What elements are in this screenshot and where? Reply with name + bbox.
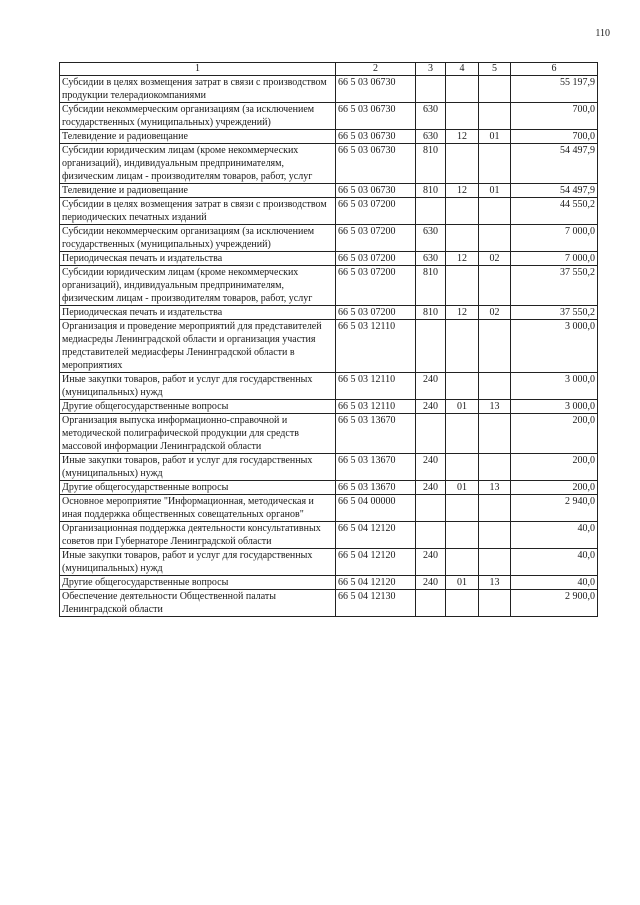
row-name-cell: Другие общегосударственные вопросы [60,400,336,414]
row-expense-type-cell: 810 [416,184,446,198]
row-expense-type-cell [416,522,446,549]
row-code-cell: 66 5 03 06730 [336,130,416,144]
row-subsection-cell [479,103,511,130]
row-amount-cell: 3 000,0 [511,400,598,414]
header-col-2: 2 [336,63,416,76]
table-row [60,590,598,617]
table-row [60,225,598,252]
row-name-cell: Субсидии в целях возмещения затрат в связи с производством периодических печатных изданий [60,198,336,225]
row-expense-type-cell: 810 [416,144,446,184]
row-section-cell [446,266,479,306]
page-number: 110 [595,28,610,39]
row-amount-cell: 40,0 [511,522,598,549]
row-amount-cell: 200,0 [511,454,598,481]
table-row [60,400,598,414]
row-expense-type-cell: 630 [416,130,446,144]
row-amount-cell: 700,0 [511,130,598,144]
row-section-cell [446,144,479,184]
table-row [60,522,598,549]
table-row [60,495,598,522]
row-section-cell [446,414,479,454]
row-section-cell: 01 [446,481,479,495]
header-col-5: 5 [479,63,511,76]
row-amount-cell: 40,0 [511,576,598,590]
row-expense-type-cell [416,590,446,617]
row-code-cell: 66 5 03 06730 [336,76,416,103]
row-code-cell: 66 5 03 13670 [336,481,416,495]
table-row [60,414,598,454]
row-amount-cell: 2 900,0 [511,590,598,617]
table-row [60,184,598,198]
row-expense-type-cell: 630 [416,225,446,252]
table-row [60,454,598,481]
row-name-cell: Субсидии юридическим лицам (кроме некоммерческих организаций), индивидуальным предпринимателям, физическим лицам - производителям товаров, работ, услуг [60,266,336,306]
row-subsection-cell [479,225,511,252]
row-subsection-cell: 13 [479,576,511,590]
row-subsection-cell: 01 [479,130,511,144]
row-amount-cell: 7 000,0 [511,225,598,252]
row-code-cell: 66 5 03 07200 [336,198,416,225]
row-expense-type-cell: 630 [416,252,446,266]
row-code-cell: 66 5 03 07200 [336,306,416,320]
row-subsection-cell [479,549,511,576]
row-name-cell: Субсидии некоммерческим организациям (за исключением государственных (муниципальных) учреждений) [60,103,336,130]
row-code-cell: 66 5 03 13670 [336,414,416,454]
row-subsection-cell [479,198,511,225]
row-code-cell: 66 5 03 13670 [336,454,416,481]
row-amount-cell: 37 550,2 [511,266,598,306]
row-subsection-cell [479,454,511,481]
row-section-cell [446,522,479,549]
row-expense-type-cell: 240 [416,373,446,400]
row-name-cell: Телевидение и радиовещание [60,130,336,144]
row-code-cell: 66 5 03 07200 [336,252,416,266]
row-amount-cell: 55 197,9 [511,76,598,103]
budget-table [59,62,598,617]
row-code-cell: 66 5 03 07200 [336,266,416,306]
row-section-cell [446,198,479,225]
row-name-cell: Субсидии некоммерческим организациям (за исключением государственных (муниципальных) учреждений) [60,225,336,252]
table-row [60,103,598,130]
row-code-cell: 66 5 03 07200 [336,225,416,252]
row-section-cell: 12 [446,130,479,144]
row-name-cell: Периодическая печать и издательства [60,306,336,320]
row-code-cell: 66 5 03 06730 [336,184,416,198]
table-row [60,252,598,266]
row-code-cell: 66 5 04 12120 [336,522,416,549]
table-row [60,549,598,576]
row-subsection-cell [479,373,511,400]
row-expense-type-cell [416,495,446,522]
table-row [60,76,598,103]
row-subsection-cell [479,320,511,373]
row-name-cell: Организация выпуска информационно-справочной и методической полиграфической продукции для средств массовой информации Ленинградской области [60,414,336,454]
row-code-cell: 66 5 03 12110 [336,320,416,373]
header-col-6: 6 [511,63,598,76]
row-amount-cell: 40,0 [511,549,598,576]
row-amount-cell: 200,0 [511,414,598,454]
row-section-cell: 12 [446,184,479,198]
row-expense-type-cell: 810 [416,266,446,306]
row-section-cell: 12 [446,252,479,266]
row-amount-cell: 37 550,2 [511,306,598,320]
table-row [60,576,598,590]
row-expense-type-cell: 240 [416,549,446,576]
table-body [60,76,598,617]
row-amount-cell: 200,0 [511,481,598,495]
row-section-cell [446,103,479,130]
row-name-cell: Организационная поддержка деятельности консультативных советов при Губернаторе Ленинградской области [60,522,336,549]
table-row [60,320,598,373]
row-section-cell [446,225,479,252]
table-row [60,481,598,495]
row-expense-type-cell: 240 [416,400,446,414]
row-code-cell: 66 5 04 12120 [336,576,416,590]
row-subsection-cell: 01 [479,184,511,198]
row-amount-cell: 54 497,9 [511,184,598,198]
row-name-cell: Иные закупки товаров, работ и услуг для государственных (муниципальных) нужд [60,549,336,576]
table-row [60,144,598,184]
row-code-cell: 66 5 03 12110 [336,400,416,414]
row-code-cell: 66 5 03 12110 [336,373,416,400]
row-section-cell: 01 [446,576,479,590]
row-section-cell [446,495,479,522]
table-row [60,266,598,306]
row-section-cell [446,549,479,576]
header-col-4: 4 [446,63,479,76]
header-col-3: 3 [416,63,446,76]
row-subsection-cell: 02 [479,252,511,266]
row-subsection-cell [479,266,511,306]
row-subsection-cell [479,590,511,617]
row-name-cell: Телевидение и радиовещание [60,184,336,198]
row-amount-cell: 7 000,0 [511,252,598,266]
row-section-cell: 12 [446,306,479,320]
row-code-cell: 66 5 04 12120 [336,549,416,576]
row-expense-type-cell [416,320,446,373]
row-subsection-cell: 02 [479,306,511,320]
row-code-cell: 66 5 03 06730 [336,103,416,130]
table-row [60,306,598,320]
row-name-cell: Иные закупки товаров, работ и услуг для государственных (муниципальных) нужд [60,454,336,481]
row-section-cell [446,320,479,373]
row-name-cell: Другие общегосударственные вопросы [60,576,336,590]
row-expense-type-cell: 240 [416,454,446,481]
row-subsection-cell: 13 [479,400,511,414]
row-section-cell: 01 [446,400,479,414]
row-expense-type-cell: 240 [416,576,446,590]
row-subsection-cell: 13 [479,481,511,495]
row-expense-type-cell: 240 [416,481,446,495]
row-expense-type-cell: 810 [416,306,446,320]
row-amount-cell: 54 497,9 [511,144,598,184]
row-code-cell: 66 5 04 12130 [336,590,416,617]
row-name-cell: Организация и проведение мероприятий для представителей медиасреды Ленинградской области и организация участия представителей медиасферы Ленинградской области в мероприятиях [60,320,336,373]
row-subsection-cell [479,76,511,103]
row-name-cell: Иные закупки товаров, работ и услуг для государственных (муниципальных) нужд [60,373,336,400]
row-expense-type-cell [416,414,446,454]
row-section-cell [446,590,479,617]
row-amount-cell: 2 940,0 [511,495,598,522]
row-name-cell: Субсидии в целях возмещения затрат в связи с производством продукции телерадиокомпаниями [60,76,336,103]
row-name-cell: Субсидии юридическим лицам (кроме некоммерческих организаций), индивидуальным предпринимателям, физическим лицам - производителям товаров, работ, услуг [60,144,336,184]
row-name-cell: Другие общегосударственные вопросы [60,481,336,495]
row-code-cell: 66 5 04 00000 [336,495,416,522]
row-section-cell [446,454,479,481]
header-col-1: 1 [60,63,336,76]
row-expense-type-cell: 630 [416,103,446,130]
row-expense-type-cell [416,76,446,103]
row-subsection-cell [479,144,511,184]
row-section-cell [446,76,479,103]
row-name-cell: Обеспечение деятельности Общественной палаты Ленинградской области [60,590,336,617]
row-amount-cell: 3 000,0 [511,373,598,400]
row-subsection-cell [479,414,511,454]
header-row [60,63,598,76]
row-code-cell: 66 5 03 06730 [336,144,416,184]
table-row [60,130,598,144]
row-subsection-cell [479,522,511,549]
row-section-cell [446,373,479,400]
row-amount-cell: 700,0 [511,103,598,130]
row-subsection-cell [479,495,511,522]
table-row [60,373,598,400]
row-expense-type-cell [416,198,446,225]
table-row [60,198,598,225]
row-amount-cell: 3 000,0 [511,320,598,373]
row-name-cell: Основное мероприятие "Информационная, методическая и иная поддержка общественных совещательных органов" [60,495,336,522]
row-amount-cell: 44 550,2 [511,198,598,225]
row-name-cell: Периодическая печать и издательства [60,252,336,266]
